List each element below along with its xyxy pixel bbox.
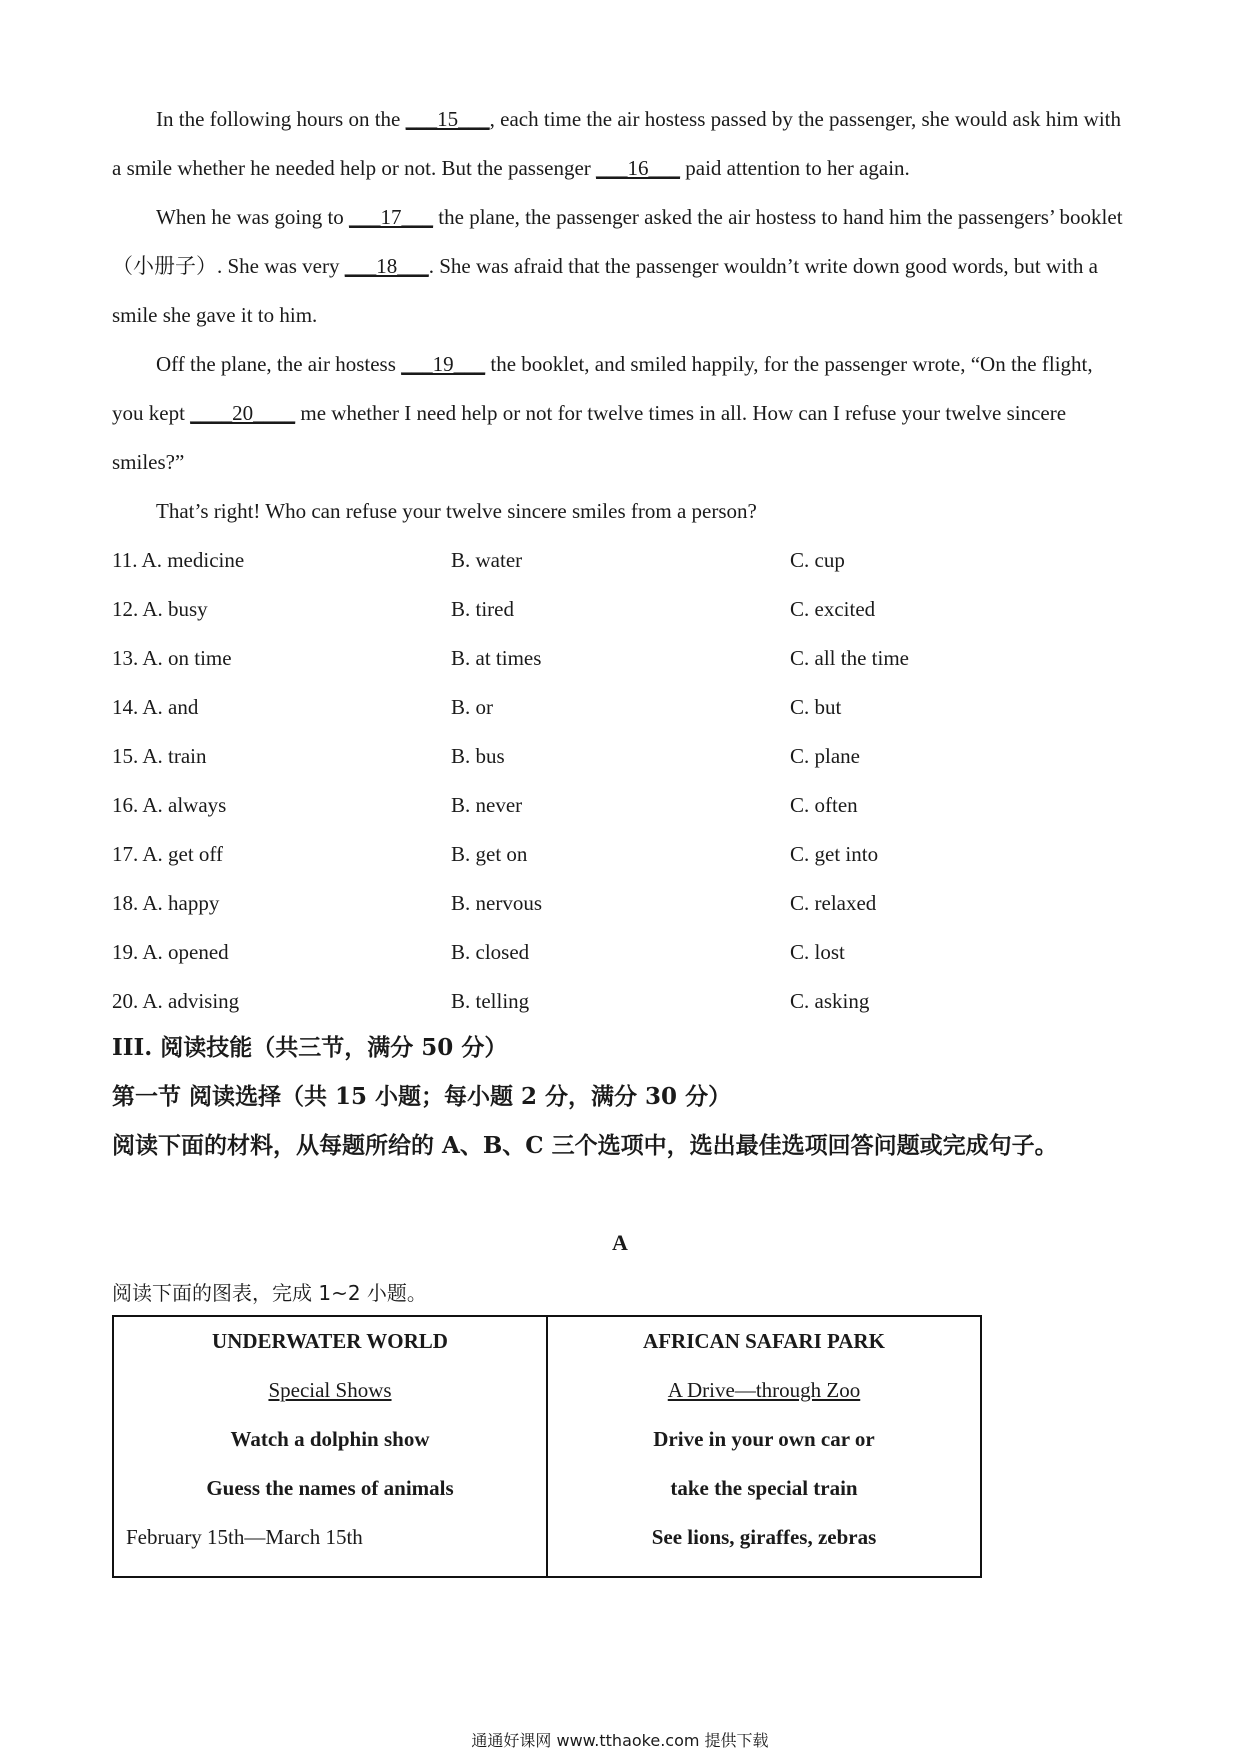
advert-line: Guess the names of animals [206,1476,454,1500]
option-c: C. often [790,793,858,817]
passage-text: Off the plane, the air hostess [156,352,402,376]
option-c: C. excited [790,597,876,621]
option-row [112,536,1128,585]
option-a: 20. A. advising [112,989,240,1013]
option-row [112,781,1128,830]
advert-subtitle-text: Special Shows [268,1378,392,1402]
passage-text: paid attention to her again. [680,156,910,180]
advert-line: See lions, giraffes, zebras [651,1525,877,1549]
option-a: 17. A. get off [112,842,224,866]
advert-line: Drive in your own car or [653,1427,875,1451]
option-b: B. closed [451,940,530,964]
option-b: B. telling [451,989,530,1013]
option-b: B. get on [451,842,528,866]
option-b: B. or [451,695,493,719]
passage-text: When he was going to [156,205,350,229]
advert-subtitle [548,1366,980,1415]
underwater-world-advert [113,1316,547,1577]
blank-17: ___17___ [349,205,434,229]
passage-paragraph-1 [112,95,1128,193]
passage-paragraph-4: That’s right! Who can refuse your twelve sincere smiles from a person? [156,499,757,523]
advert-title: UNDERWATER WORLD [212,1329,448,1353]
option-c: C. all the time [790,646,909,670]
blank-16: ___16___ [596,156,681,180]
option-c: C. but [790,695,842,719]
blank-20: ____20____ [190,401,296,425]
passage-text: , each time the air hostess passed by the passenger, she would ask him with a smile whether he needed help or not. But the passenger [112,107,1121,180]
option-b: B. never [451,793,523,817]
option-c: C. lost [790,940,845,964]
option-a: 14. A. and [112,695,199,719]
passage-text: me whether I need help or not for twelve times in all. How can I refuse your twelve sincere smiles?” [112,401,1067,474]
passage-text: . She was afraid that the passenger wouldn’t write down good words, but with a smile she gave it to him. [112,254,1098,327]
advert-dates: February 15th—March 15th [126,1525,363,1549]
passage-text: the booklet, and smiled happily, for the passenger wrote, “On the flight, you kept [112,352,1093,425]
option-row [112,634,1128,683]
option-a: 15. A. train [112,744,207,768]
african-safari-park-advert [547,1316,981,1577]
option-b: B. at times [451,646,542,670]
option-row [112,879,1128,928]
advert-table [112,1315,982,1578]
passage-text: the plane, the passenger asked the air hostess to hand him the passengers’ booklet（小册子）. She was very [112,205,1123,278]
option-a: 12. A. busy [112,597,208,621]
option-row [112,683,1128,732]
option-row [112,585,1128,634]
passage-paragraph-2 [112,193,1128,340]
option-c: C. cup [790,548,845,572]
option-a: 19. A. opened [112,940,229,964]
option-row [112,830,1128,879]
blank-18: ___18___ [344,254,429,278]
page-footer: 通通好课网 www.tthaoke.com 提供下载 [471,1731,769,1750]
option-a: 18. A. happy [112,891,220,915]
blank-15: ___15___ [405,107,490,131]
option-row [112,732,1128,781]
advert-subtitle-text: A Drive—through Zoo [667,1378,861,1402]
option-a: 11. A. medicine [112,548,245,572]
option-b: B. water [451,548,523,572]
option-a: 16. A. always [112,793,227,817]
option-c: C. get into [790,842,879,866]
option-c: C. plane [790,744,860,768]
option-c: C. asking [790,989,870,1013]
subsection-heading: 第一节 阅读选择（共 15 小题；每小题 2 分，满分 30 分） [112,1083,732,1110]
advert-subtitle [114,1366,546,1415]
option-b: B. nervous [451,891,542,915]
section-heading: III. 阅读技能（共三节，满分 50 分） [112,1034,508,1061]
option-c: C. relaxed [790,891,877,915]
table-instruction: 阅读下面的图表，完成 1~2 小题。 [112,1281,427,1305]
option-row [112,977,1128,1026]
passage-paragraph-3 [112,340,1128,487]
option-b: B. tired [451,597,514,621]
advert-line: Watch a dolphin show [230,1427,430,1451]
part-label: A [612,1230,628,1255]
option-row [112,928,1128,977]
passage-text: In the following hours on the [156,107,406,131]
advert-line: take the special train [670,1476,858,1500]
option-a: 13. A. on time [112,646,232,670]
advert-title: AFRICAN SAFARI PARK [643,1329,885,1353]
option-b: B. bus [451,744,505,768]
instruction-text: 阅读下面的材料，从每题所给的 A、B、C 三个选项中，选出最佳选项回答问题或完成句子。 [112,1132,1058,1159]
blank-19: ___19___ [401,352,486,376]
